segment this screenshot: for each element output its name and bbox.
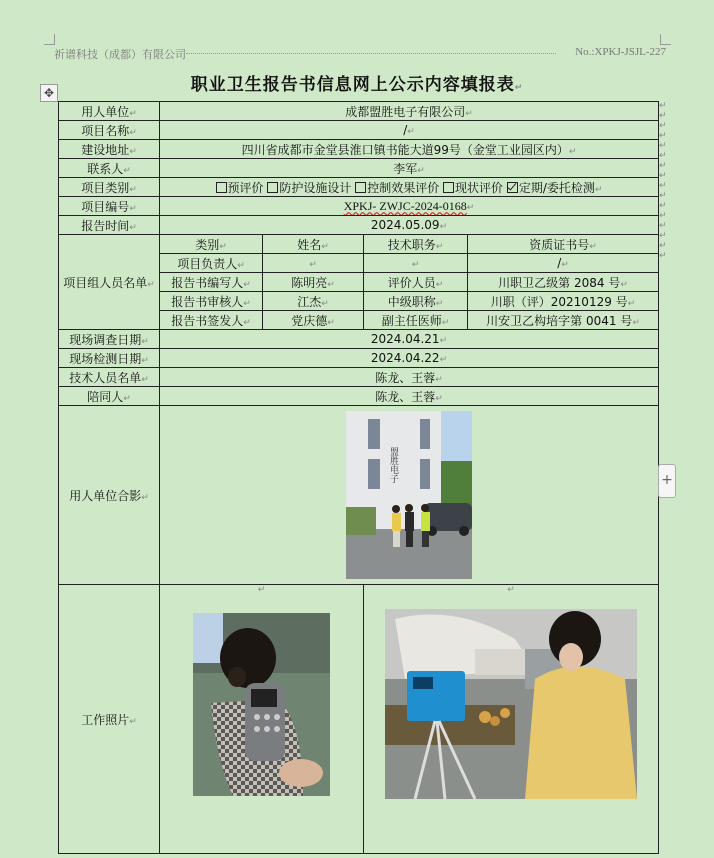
row-employer bbox=[59, 102, 659, 121]
team-role: 报告书签发人↵ bbox=[160, 311, 263, 330]
work-photo-cell-2: ↵ bbox=[364, 585, 659, 854]
team-header-role: 类别↵ bbox=[160, 235, 263, 254]
row-detection-date bbox=[59, 349, 659, 368]
page-header bbox=[36, 40, 676, 64]
value-technicians[interactable]: 陈龙、王蓉↵ bbox=[160, 368, 659, 387]
checkbox-option[interactable]: 定期/委托检测 bbox=[507, 181, 595, 195]
team-title[interactable]: 中级职称↵ bbox=[364, 292, 468, 311]
header-company: 祈谱科技（成都）有限公司 bbox=[54, 48, 186, 61]
team-name[interactable]: 江杰↵ bbox=[263, 292, 364, 311]
label-address: 建设地址↵ bbox=[59, 140, 160, 159]
building-sign: 盟胜电子 bbox=[388, 447, 398, 483]
team-header-name: 姓名↵ bbox=[263, 235, 364, 254]
value-group-photo bbox=[160, 406, 659, 585]
value-employer[interactable]: 成都盟胜电子有限公司↵ bbox=[160, 102, 659, 121]
label-technicians: 技术人员名单↵ bbox=[59, 368, 160, 387]
label-team: 项目组人员名单↵ bbox=[59, 235, 160, 330]
header-doc-number: No.:XPKJ-JSJL-227 bbox=[575, 46, 666, 58]
table-move-handle-icon[interactable]: ✥ bbox=[40, 84, 58, 102]
row-project-name bbox=[59, 121, 659, 140]
label-group-photo: 用人单位合影↵ bbox=[59, 406, 160, 585]
checkbox-option[interactable]: 控制效果评价 bbox=[355, 181, 439, 195]
label-survey-date: 现场调查日期↵ bbox=[59, 330, 160, 349]
row-technicians bbox=[59, 368, 659, 387]
value-survey-date[interactable]: 2024.04.21↵ bbox=[160, 330, 659, 349]
row-survey-date bbox=[59, 330, 659, 349]
label-contact: 联系人↵ bbox=[59, 159, 160, 178]
team-header-title: 技术职务↵ bbox=[364, 235, 468, 254]
value-detection-date[interactable]: 2024.04.22↵ bbox=[160, 349, 659, 368]
team-title[interactable]: ↵ bbox=[364, 254, 468, 273]
checkbox-icon bbox=[355, 182, 366, 193]
team-cert[interactable]: /↵ bbox=[468, 254, 659, 273]
team-cert[interactable]: 川职（评）20210129 号↵ bbox=[468, 292, 659, 311]
checkbox-option[interactable]: 防护设施设计 bbox=[267, 181, 351, 195]
value-address[interactable]: 四川省成都市金堂县淮口镇书能大道99号（金堂工业园区内）↵ bbox=[160, 140, 659, 159]
label-employer: 用人单位↵ bbox=[59, 102, 160, 121]
team-name[interactable]: ↵ bbox=[263, 254, 364, 273]
value-report-date[interactable]: 2024.05.09↵ bbox=[160, 216, 659, 235]
checkbox-icon bbox=[443, 182, 454, 193]
info-table bbox=[58, 101, 659, 854]
work-photo-sampler[interactable] bbox=[385, 609, 637, 799]
team-title[interactable]: 评价人员↵ bbox=[364, 273, 468, 292]
checkbox-option[interactable]: 预评价 bbox=[216, 181, 264, 195]
team-header-cert: 资质证书号↵ bbox=[468, 235, 659, 254]
team-role: 报告书审核人↵ bbox=[160, 292, 263, 311]
label-accompany: 陪同人↵ bbox=[59, 387, 160, 406]
group-photo-image[interactable] bbox=[346, 411, 472, 579]
checkbox-option[interactable]: 现状评价 bbox=[443, 181, 503, 195]
header-dotted-leader bbox=[186, 53, 556, 54]
label-detection-date: 现场检测日期↵ bbox=[59, 349, 160, 368]
label-project-type: 项目类别↵ bbox=[59, 178, 160, 197]
label-report-date: 报告时间↵ bbox=[59, 216, 160, 235]
team-role: 项目负责人↵ bbox=[160, 254, 263, 273]
team-name[interactable]: 陈明亮↵ bbox=[263, 273, 364, 292]
work-photo-cell-1: ↵ bbox=[160, 585, 364, 854]
checkbox-icon bbox=[267, 182, 278, 193]
checkbox-icon bbox=[216, 182, 227, 193]
value-accompany[interactable]: 陈龙、王蓉↵ bbox=[160, 387, 659, 406]
row-address bbox=[59, 140, 659, 159]
label-work-photos: 工作照片↵ bbox=[59, 585, 160, 854]
page-title: 职业卫生报告书信息网上公示内容填报表↵ bbox=[190, 75, 524, 95]
team-cert[interactable]: 川安卫乙构培字第 0041 号↵ bbox=[468, 311, 659, 330]
row-work-photos bbox=[59, 585, 659, 854]
end-of-row-marks: ↵ ↵ ↵ ↵ ↵ ↵ ↵ ↵ ↵ ↵ ↵ ↵ ↵ ↵ ↵ ↵ bbox=[659, 101, 667, 261]
checkbox-checked-icon bbox=[507, 182, 518, 193]
value-project-type: 预评价 防护设施设计 控制效果评价 现状评价 定期/委托检测↵ bbox=[160, 178, 659, 197]
row-project-no bbox=[59, 197, 659, 216]
work-photo-noise-meter[interactable] bbox=[193, 613, 330, 796]
value-project-no[interactable]: XPKJ- ZWJC-2024-0168↵ bbox=[160, 197, 659, 216]
row-team-header bbox=[59, 235, 659, 254]
row-accompany bbox=[59, 387, 659, 406]
row-group-photo bbox=[59, 406, 659, 585]
label-project-no: 项目编号↵ bbox=[59, 197, 160, 216]
row-contact bbox=[59, 159, 659, 178]
team-name[interactable]: 党庆德↵ bbox=[263, 311, 364, 330]
row-report-date bbox=[59, 216, 659, 235]
value-contact[interactable]: 李军↵ bbox=[160, 159, 659, 178]
value-project-name[interactable]: /↵ bbox=[160, 121, 659, 140]
team-role: 报告书编写人↵ bbox=[160, 273, 263, 292]
row-project-type bbox=[59, 178, 659, 197]
team-title[interactable]: 副主任医师↵ bbox=[364, 311, 468, 330]
label-project-name: 项目名称↵ bbox=[59, 121, 160, 140]
team-cert[interactable]: 川职卫乙级第 2084 号↵ bbox=[468, 273, 659, 292]
add-row-plus-icon[interactable]: + bbox=[658, 464, 676, 498]
